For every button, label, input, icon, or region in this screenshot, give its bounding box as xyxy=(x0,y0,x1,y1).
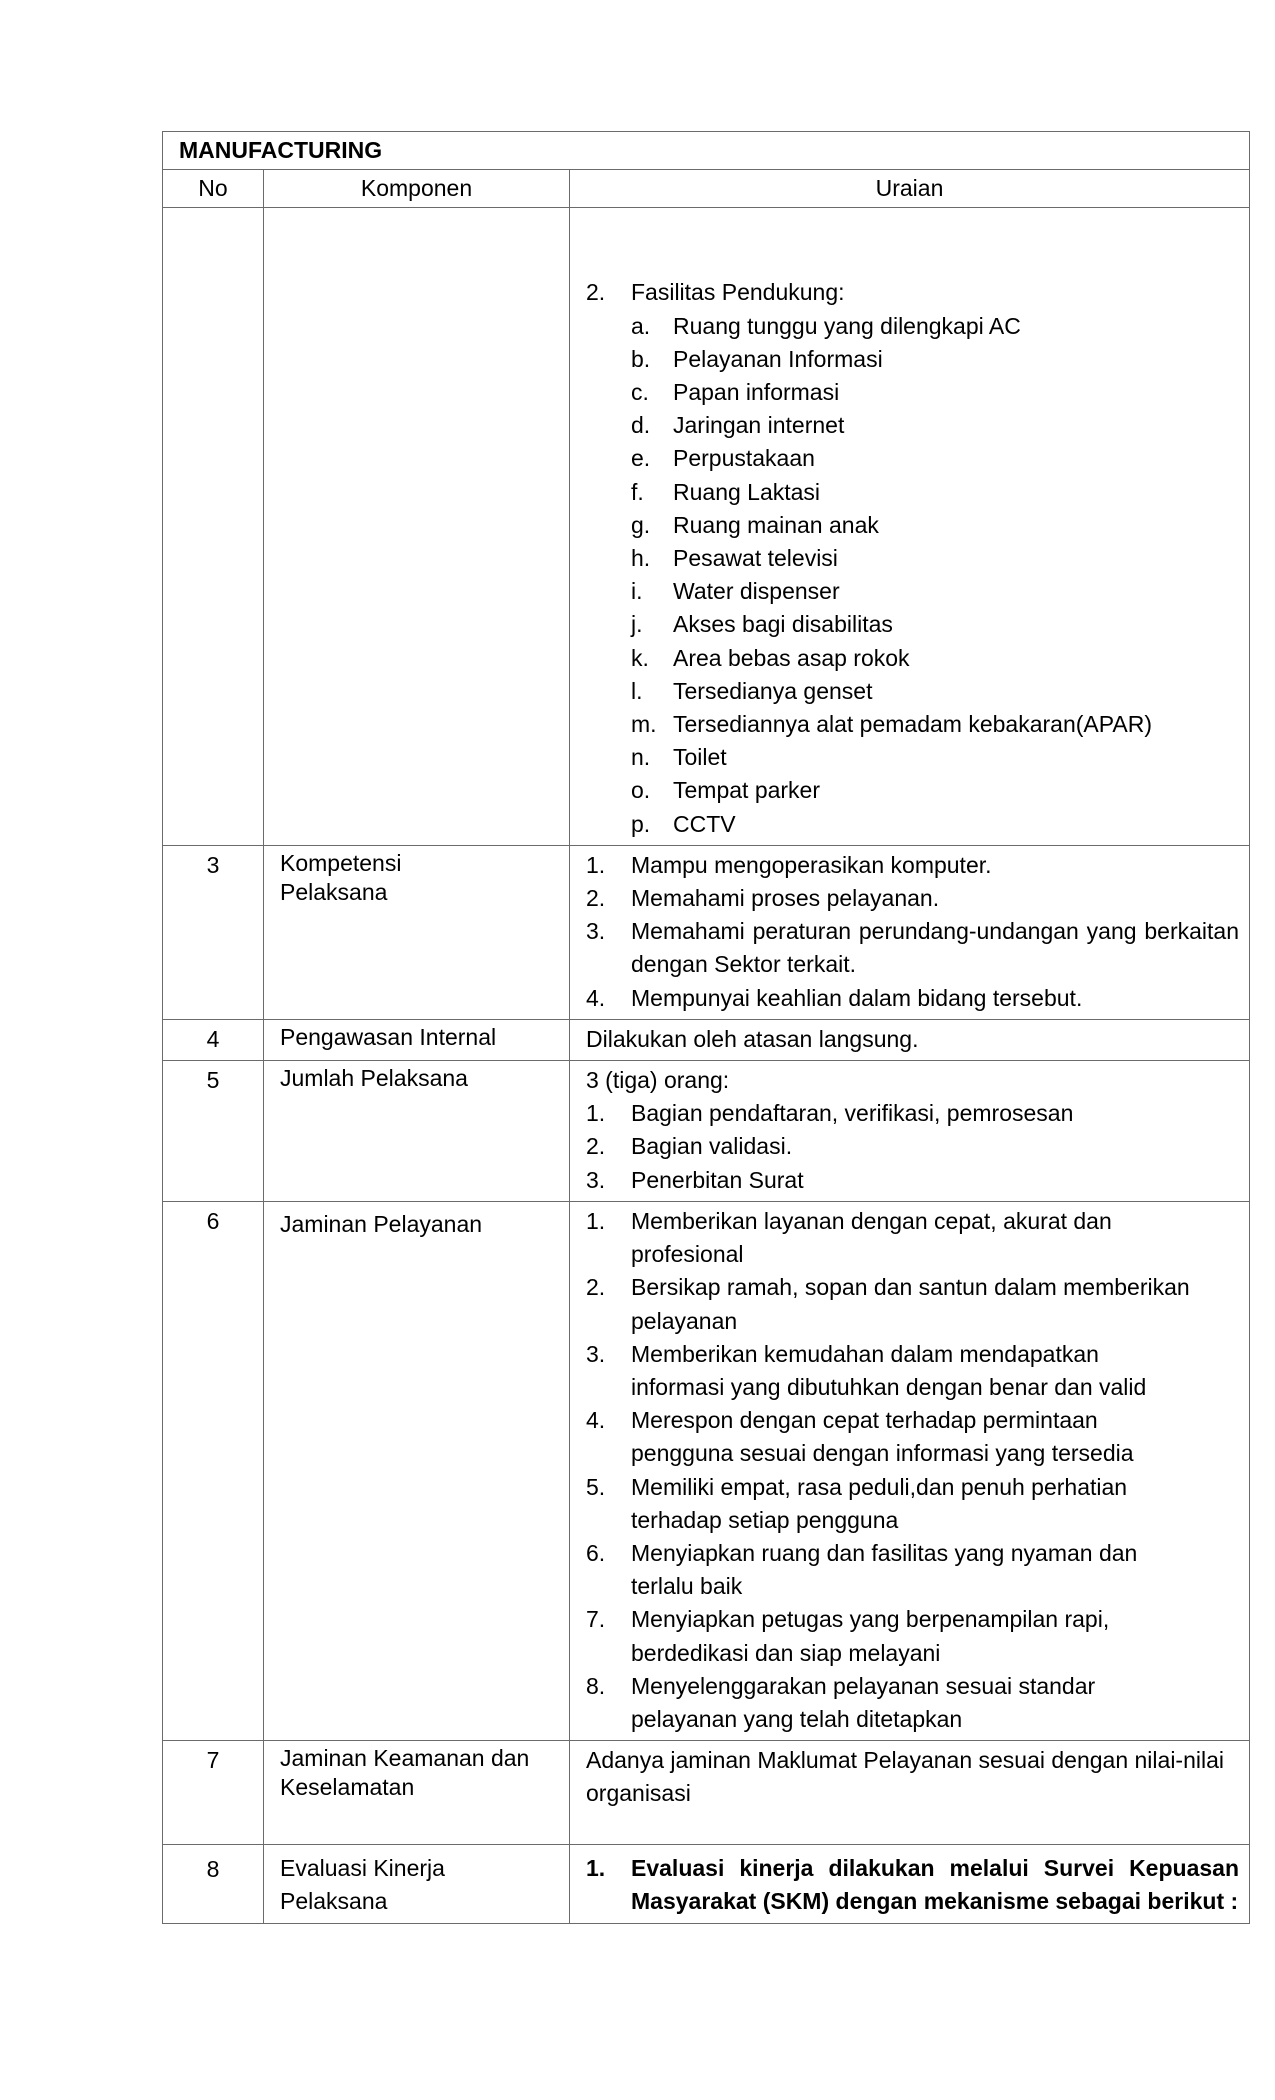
list-marker: n. xyxy=(631,744,651,771)
list-marker: 4. xyxy=(586,1407,606,1434)
list-marker: k. xyxy=(631,644,649,671)
list-marker: 1. xyxy=(586,851,606,878)
cell-uraian: Adanya jaminan Maklumat Pelayanan sesuai dengan nilai-nilai organisasi xyxy=(570,1741,1250,1845)
cell-komponen xyxy=(264,1741,570,1845)
list-text-line: Memberikan kemudahan dalam mendapatkan xyxy=(631,1340,1099,1367)
cell-no: 8 xyxy=(163,1845,264,1923)
list-marker: 1. xyxy=(586,1100,606,1127)
list-marker: j. xyxy=(631,611,643,638)
cell-uraian xyxy=(570,845,1250,1019)
list-text: Mampu mengoperasikan komputer. xyxy=(631,851,992,878)
list-item xyxy=(586,774,1239,807)
list-marker: c. xyxy=(631,379,649,406)
list-item xyxy=(586,575,1239,608)
list-text-line: terhadap setiap pengguna xyxy=(631,1506,899,1533)
list-item xyxy=(586,1164,1239,1197)
list-text: Ruang mainan anak xyxy=(673,511,879,538)
list-item xyxy=(586,542,1239,575)
list-item xyxy=(586,915,1239,981)
list-text-line: informasi yang dibutuhkan dengan benar dan valid xyxy=(631,1373,1147,1400)
komponen-line: Kompetensi xyxy=(280,849,402,876)
list-item xyxy=(586,376,1239,409)
list-text xyxy=(631,1338,1239,1404)
cell-komponen xyxy=(264,208,570,845)
list-marker: i. xyxy=(631,578,643,605)
list-item xyxy=(586,982,1239,1015)
komponen-line: Keselamatan xyxy=(280,1774,415,1801)
cell-komponen: Jaminan Pelayanan xyxy=(264,1201,570,1740)
list-text xyxy=(631,1271,1239,1337)
cell-uraian xyxy=(570,208,1250,845)
list-item xyxy=(586,675,1239,708)
header-komponen: Komponen xyxy=(264,170,570,208)
table-row xyxy=(163,1019,1250,1060)
list-marker: 3. xyxy=(586,1166,606,1193)
list-marker: e. xyxy=(631,445,651,472)
list-text-line: Bersikap ramah, sopan dan santun dalam memberikan xyxy=(631,1274,1190,1301)
list-item xyxy=(586,1271,1239,1337)
table-row xyxy=(163,208,1250,845)
list-text-line: Memiliki empat, rasa peduli,dan penuh perhatian xyxy=(631,1473,1128,1500)
list-item xyxy=(586,1670,1239,1736)
list-text xyxy=(631,1471,1239,1537)
list-item xyxy=(586,442,1239,475)
list-text xyxy=(631,1537,1239,1603)
table-row xyxy=(163,1201,1250,1740)
list-item xyxy=(586,1097,1239,1130)
list-marker: p. xyxy=(631,810,651,837)
list-item xyxy=(586,1537,1239,1603)
cell-no: 5 xyxy=(163,1061,264,1202)
list-text-line: berdedikasi dan siap melayani xyxy=(631,1639,941,1666)
cell-uraian xyxy=(570,1201,1250,1740)
list-text: Water dispenser xyxy=(673,578,840,605)
list-item xyxy=(586,1471,1239,1537)
list-item xyxy=(586,276,1239,309)
cell-no: 7 xyxy=(163,1741,264,1845)
list-text: Jaringan internet xyxy=(673,412,845,439)
list-item xyxy=(586,882,1239,915)
list-item xyxy=(586,1852,1239,1918)
kompetensi-list xyxy=(586,849,1239,1015)
cell-komponen xyxy=(264,1845,570,1923)
list-text-line: pelayanan yang telah ditetapkan xyxy=(631,1705,963,1732)
list-marker: m. xyxy=(631,711,657,738)
list-text-line: pelayanan xyxy=(631,1307,738,1334)
intro-text: 3 (tiga) orang: xyxy=(586,1067,730,1094)
list-text: Pelayanan Informasi xyxy=(673,345,883,372)
list-text: Ruang Laktasi xyxy=(673,478,821,505)
jaminan-list xyxy=(586,1205,1239,1736)
list-item xyxy=(586,1130,1239,1163)
list-text: Pesawat televisi xyxy=(673,545,838,572)
list-marker: 1. xyxy=(586,1207,606,1234)
list-marker: o. xyxy=(631,777,651,804)
list-item xyxy=(586,849,1239,882)
cell-uraian xyxy=(570,1845,1250,1923)
cell-no xyxy=(163,208,264,845)
list-text-line: Menyelenggarakan pelayanan sesuai standar xyxy=(631,1672,1096,1699)
list-marker: g. xyxy=(631,511,651,538)
list-text: Perpustakaan xyxy=(673,445,815,472)
list-marker: d. xyxy=(631,412,651,439)
list-text: Mempunyai keahlian dalam bidang tersebut. xyxy=(631,984,1083,1011)
list-item xyxy=(586,708,1239,741)
list-text: Ruang tunggu yang dilengkapi AC xyxy=(673,312,1021,339)
list-text: CCTV xyxy=(673,810,736,837)
list-text-line: Merespon dengan cepat terhadap permintaan xyxy=(631,1407,1098,1434)
list-text: Memahami proses pelayanan. xyxy=(631,885,940,912)
list-text xyxy=(631,1205,1239,1271)
list-marker: 8. xyxy=(586,1672,606,1699)
list-item xyxy=(586,343,1239,376)
list-marker: h. xyxy=(631,545,651,572)
pelaksana-list xyxy=(586,1097,1239,1197)
table-title: MANUFACTURING xyxy=(163,132,1250,170)
cell-no: 6 xyxy=(163,1201,264,1740)
list-item xyxy=(586,1338,1239,1404)
cell-no: 3 xyxy=(163,845,264,1019)
list-item xyxy=(586,509,1239,542)
list-marker: 3. xyxy=(586,1340,606,1367)
list-text-line: pengguna sesuai dengan informasi yang tersedia xyxy=(631,1440,1134,1467)
list-marker: 1. xyxy=(586,1855,606,1882)
list-text: Papan informasi xyxy=(673,379,840,406)
header-no: No xyxy=(163,170,264,208)
list-text: Penerbitan Surat xyxy=(631,1166,804,1193)
list-marker: 5. xyxy=(586,1473,606,1500)
list-text-line: Menyiapkan ruang dan fasilitas yang nyaman dan xyxy=(631,1539,1138,1566)
list-marker: l. xyxy=(631,677,643,704)
list-item xyxy=(586,1603,1239,1669)
komponen-line: Evaluasi Kinerja xyxy=(280,1855,445,1882)
cell-komponen: Pengawasan Internal xyxy=(264,1019,570,1060)
list-item xyxy=(586,741,1239,774)
fasilitas-list xyxy=(586,310,1239,841)
table-row xyxy=(163,845,1250,1019)
list-marker: 2. xyxy=(586,279,606,306)
list-marker: f. xyxy=(631,478,644,505)
table-row xyxy=(163,1741,1250,1845)
list-text-line: terlalu baik xyxy=(631,1573,743,1600)
list-text: Tersedianya genset xyxy=(673,677,873,704)
list-marker: 6. xyxy=(586,1539,606,1566)
list-marker: b. xyxy=(631,345,651,372)
list-text-line: profesional xyxy=(631,1241,744,1268)
service-standard-table xyxy=(162,131,1250,1924)
list-text: Toilet xyxy=(673,744,727,771)
list-text-line: Memberikan layanan dengan cepat, akurat dan xyxy=(631,1207,1112,1234)
list-text: Memahami peraturan perundang-undangan yang berkaitan dengan Sektor terkait. xyxy=(631,918,1239,978)
list-text: Evaluasi kinerja dilakukan melalui Survei Kepuasan Masyarakat (SKM) dengan mekanisme sebagai berikut : xyxy=(631,1855,1239,1915)
list-text xyxy=(631,1603,1239,1669)
list-marker: 2. xyxy=(586,1133,606,1160)
list-text: Akses bagi disabilitas xyxy=(673,611,893,638)
cell-komponen xyxy=(264,845,570,1019)
list-item xyxy=(586,310,1239,343)
list-marker: a. xyxy=(631,312,651,339)
list-item xyxy=(586,1205,1239,1271)
list-text-line: Menyiapkan petugas yang berpenampilan rapi, xyxy=(631,1606,1110,1633)
cell-komponen: Jumlah Pelaksana xyxy=(264,1061,570,1202)
list-item xyxy=(586,1404,1239,1470)
list-item xyxy=(586,608,1239,641)
komponen-line: Jaminan Keamanan dan xyxy=(280,1745,530,1772)
list-text: Bagian pendaftaran, verifikasi, pemrosesan xyxy=(631,1100,1074,1127)
list-item xyxy=(586,642,1239,675)
komponen-line: Pelaksana xyxy=(280,1888,388,1915)
list-item xyxy=(586,476,1239,509)
list-text: Tempat parker xyxy=(673,777,821,804)
list-marker: 2. xyxy=(586,1274,606,1301)
list-text: Tersediannya alat pemadam kebakaran(APAR) xyxy=(673,711,1152,738)
table-row xyxy=(163,1845,1250,1923)
list-marker: 3. xyxy=(586,918,606,945)
list-text: Fasilitas Pendukung: xyxy=(631,279,845,306)
table-row xyxy=(163,1061,1250,1202)
list-marker: 7. xyxy=(586,1606,606,1633)
list-text xyxy=(631,1404,1239,1470)
list-text xyxy=(631,1670,1239,1736)
cell-no: 4 xyxy=(163,1019,264,1060)
header-uraian: Uraian xyxy=(570,170,1250,208)
list-marker: 2. xyxy=(586,885,606,912)
komponen-line: Pelaksana xyxy=(280,878,388,905)
list-item xyxy=(586,808,1239,841)
list-marker: 4. xyxy=(586,984,606,1011)
list-text: Area bebas asap rokok xyxy=(673,644,910,671)
list-text: Bagian validasi. xyxy=(631,1133,793,1160)
cell-uraian xyxy=(570,1061,1250,1202)
list-item xyxy=(586,409,1239,442)
cell-uraian: Dilakukan oleh atasan langsung. xyxy=(570,1019,1250,1060)
